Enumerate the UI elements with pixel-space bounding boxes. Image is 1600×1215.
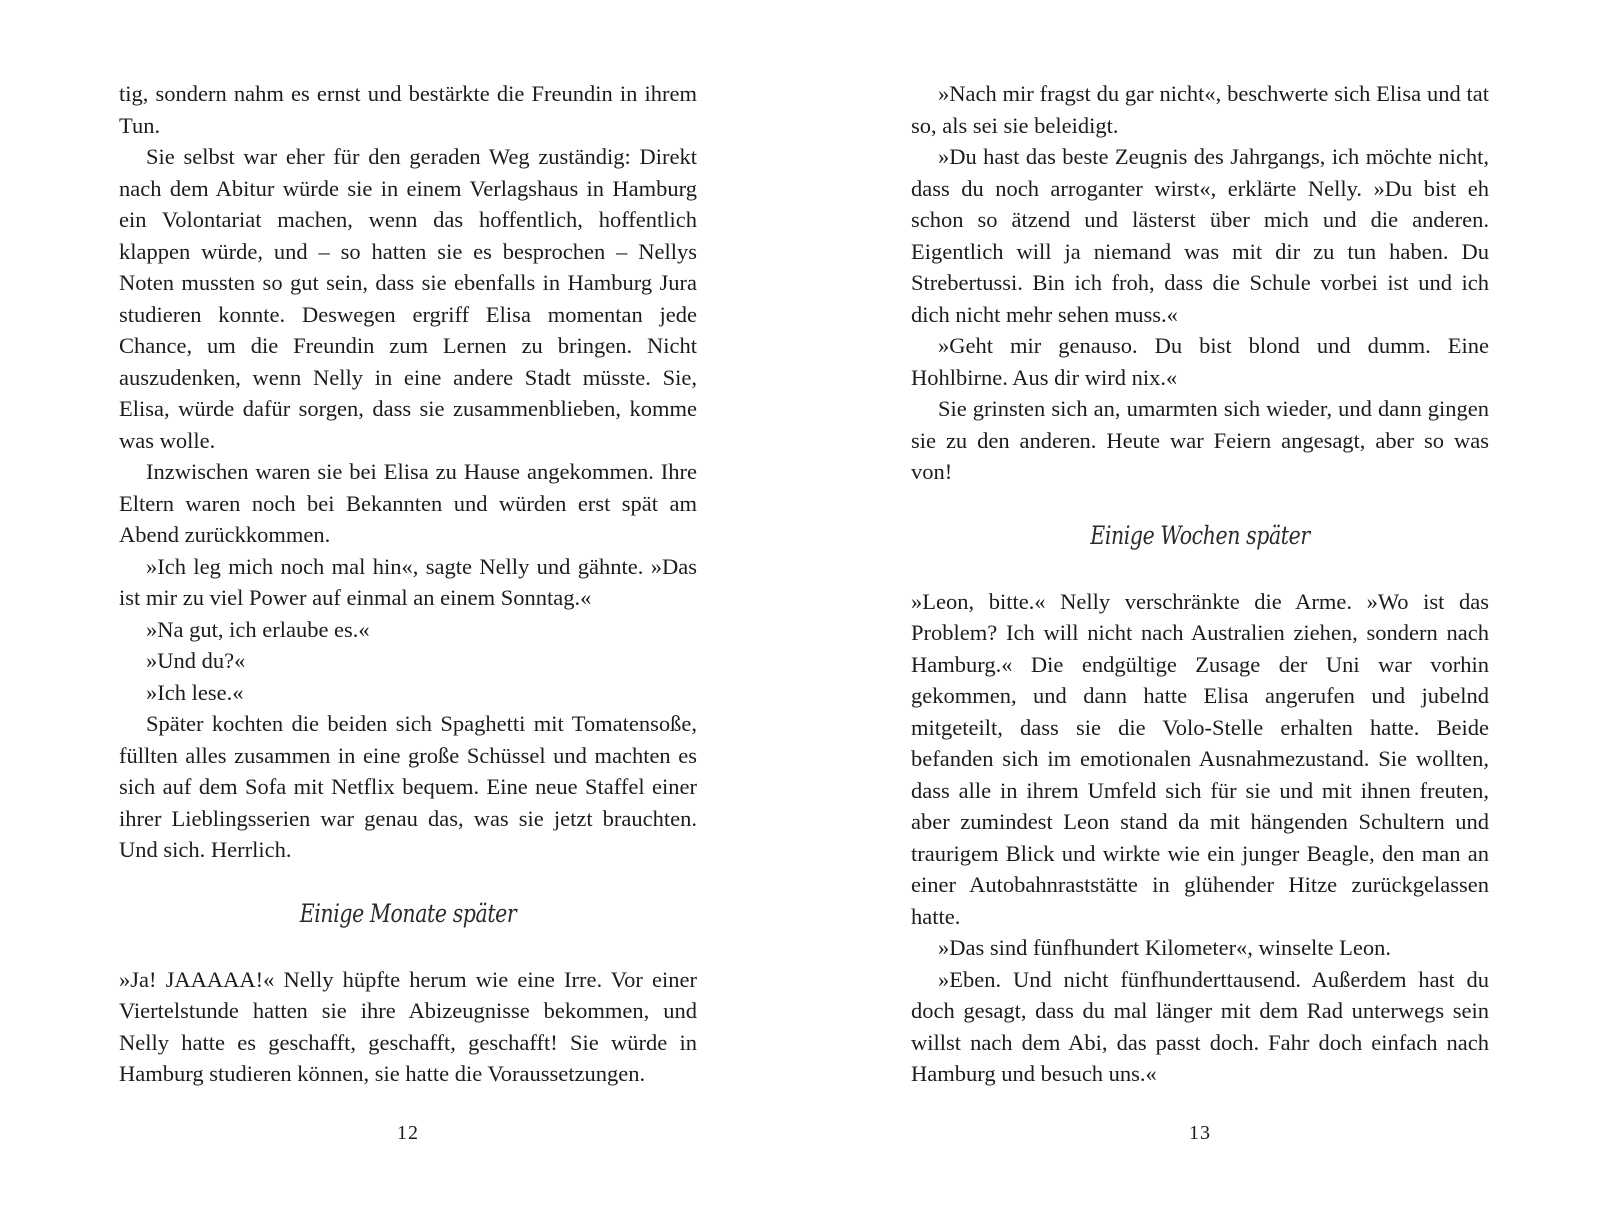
paragraph: »Leon, bitte.« Nelly verschränkte die Arme. »Wo ist das Problem? Ich will nicht nach Australien ziehen, sondern nach Hamburg.« Die endgültige Zusage der Uni war vorhin gekommen, und dann hatte Elisa angerufen und jubelnd mitgeteilt, dass sie die Volo-Stelle erhalten hatte. Beide befanden sich im emotionalen Ausnahmezustand. Sie wollten, dass alle in ihrem Umfeld sich für sie und mit ihnen freuten, aber zumindest Leon stand da mit hängenden Schultern und traurigem Blick und wirkte wie ein junger Beagle, den man an einer Autobahnraststätte in glühender Hitze zurückgelassen hatte. — [911, 588, 1489, 929]
paragraph: »Na gut, ich erlaube es.« — [146, 616, 370, 642]
paragraph: tig, sondern nahm es ernst und bestärkte die Freundin in ihrem Tun. — [119, 81, 697, 138]
section-heading: Einige Monate später — [299, 898, 517, 928]
paragraph: Später kochten die beiden sich Spaghetti mit Tomatensoße, füllten alles zusammen in eine große Schüssel und machten es sich auf dem Sofa mit Netflix bequem. Eine neue Staffel einer ihrer Lieblingsserien war genau das, was sie jetzt brauchten. Und sich. Herrlich. — [119, 711, 697, 862]
paragraph: »Du hast das beste Zeugnis des Jahrgangs, ich möchte nicht, dass du noch arroganter wirst«, erklärte Nelly. »Du bist eh schon so ätzend und lästerst über mich und die anderen. Eigentlich will ja niemand was mit dir zu tun haben. Du Strebertussi. Bin ich froh, dass die Schule vorbei ist und ich dich nicht mehr sehen muss.« — [911, 144, 1489, 327]
page-number: 13 — [1189, 1122, 1211, 1144]
left-page-text-top — [119, 78, 697, 866]
paragraph: »Eben. Und nicht fünfhunderttausend. Außerdem hast du doch gesagt, dass du mal länger mit dem Rad unterwegs sein willst nach dem Abi, das passt doch. Fahr doch einfach nach Hamburg und besuch uns.« — [911, 966, 1489, 1086]
paragraph: »Ich lese.« — [146, 679, 244, 705]
paragraph: Sie selbst war eher für den geraden Weg zuständig: Direkt nach dem Abitur würde sie in einem Verlagshaus in Hamburg ein Volontariat machen, wenn das hoffentlich, hoffentlich klappen würde, und – so hatten sie es besprochen – Nellys Noten mussten so gut sein, dass sie ebenfalls in Hamburg Jura studieren konnte. Deswegen ergriff Elisa momentan jede Chance, um die Freundin zum Lernen zu bringen. Nicht auszudenken, wenn Nelly in eine andere Stadt müsste. Sie, Elisa, würde dafür sorgen, dass sie zusammenblieben, komme was wolle. — [119, 144, 697, 453]
paragraph: »Geht mir genauso. Du bist blond und dumm. Eine Hohlbirne. Aus dir wird nix.« — [911, 333, 1489, 390]
page-number: 12 — [397, 1122, 419, 1144]
paragraph: Inzwischen waren sie bei Elisa zu Hause angekommen. Ihre Eltern waren noch bei Bekannten und würden erst spät am Abend zurückkommen. — [119, 459, 697, 547]
left-page-text-bottom — [119, 964, 697, 1090]
paragraph: »Das sind fünfhundert Kilometer«, winselte Leon. — [938, 935, 1392, 960]
right-page-text-bottom — [911, 586, 1489, 1090]
paragraph: »Ich leg mich noch mal hin«, sagte Nelly und gähnte. »Das ist mir zu viel Power auf einmal an einem Sonntag.« — [119, 553, 697, 610]
paragraph: »Und du?« — [146, 648, 246, 673]
right-page-text-top — [911, 78, 1489, 488]
paragraph: Sie grinsten sich an, umarmten sich wieder, und dann gingen sie zu den anderen. Heute war Feiern angesagt, aber so was von! — [911, 396, 1489, 484]
right-page — [911, 78, 1489, 1158]
paragraph: »Ja! JAAAAA!« Nelly hüpfte herum wie eine Irre. Vor einer Viertelstunde hatten sie ihre Abizeugnisse bekommen, und Nelly hatte es geschafft, geschafft, geschafft! Sie würde in Hamburg studieren können, sie hatte die Voraussetzungen. — [119, 966, 697, 1086]
left-page — [119, 78, 697, 1158]
section-heading: Einige Wochen später — [1090, 520, 1310, 550]
paragraph: »Nach mir fragst du gar nicht«, beschwerte sich Elisa und tat so, als sei sie beleidigt. — [911, 81, 1489, 138]
